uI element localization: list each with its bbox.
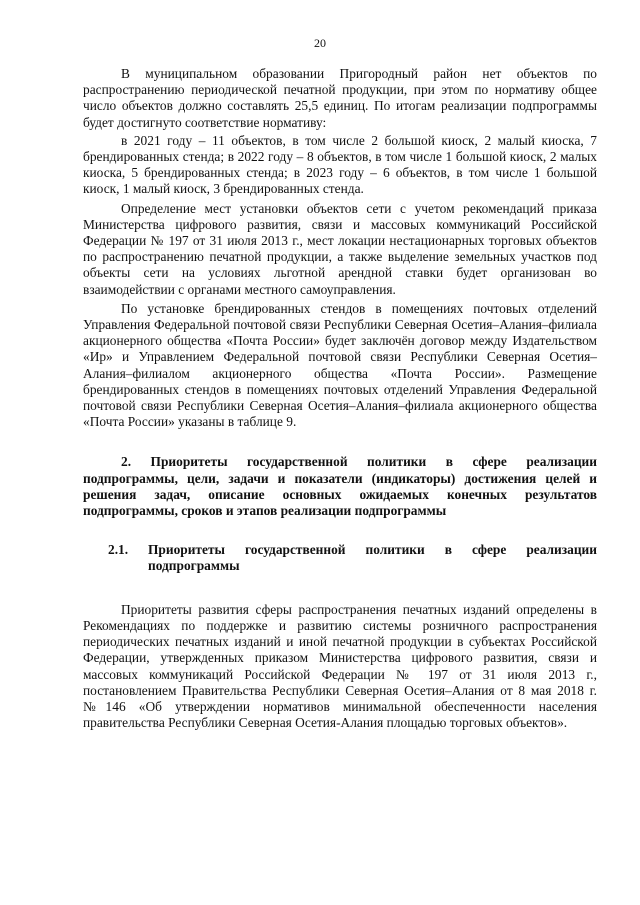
section-2-1-heading (83, 542, 597, 574)
section-2-1-number: 2.1. (108, 542, 129, 558)
page-number: 20 (314, 36, 326, 50)
document-body (83, 66, 597, 731)
paragraph-norm: В муниципальном образовании Пригородный район нет объектов по распространению периодической печатной продукции, при этом по нормативу общее число объектов должно составлять 25,5 единиц. По итогам реализации подпрограммы будет достигнуто соответствие нормативу: (83, 66, 597, 130)
paragraph-yearly-objects: в 2021 году – 11 объектов, в том числе 2 большой киоск, 2 малый киоска, 7 брендированных стенда; в 2022 году – 8 объектов, в том числе 1 большой киоск, 2 малых киоска, 5 брендированных стенда; в 2023 году – 6 объектов, в том числе 1 большой киоск, 1 малый киоск, 3 брендированных стенда. (83, 132, 597, 197)
section-2-heading: 2. Приоритеты государственной политики в сфере реализации подпрограммы, цели, задачи и показатели (индикаторы) достижения целей и решения задач, описание основных ожидаемых конечных результатов подпрограммы, сроков и этапов реализации подпрограммы (83, 454, 597, 519)
section-2-1-title: Приоритеты государственной политики в сфере реализации подпрограммы (148, 542, 597, 574)
paragraph-placement: Определение мест установки объектов сети с учетом рекомендаций приказа Министерства цифрового развития, связи и массовых коммуникаций Российской Федерации № 197 от 31 июля 2013 г., мест локации нестационарных торговых объектов по распространению печатной продукции, а также выделение земельных участков под объекты сети на условиях льготной арендной ставки будет организован во взаимодействии с органами местного самоуправления. (83, 200, 597, 297)
paragraph-post-office: По установке брендированных стендов в помещениях почтовых отделений Управления Федеральной почтовой связи Республики Северная Осетия–Алания–филиала акционерного общества «Почта России» будет заключён договор между Издательством «Ир» и Управлением Федеральной почтовой связи Республики Северная Осетия–Алания–филиалом акционерного общества «Почта России». Размещение брендированных стендов в помещениях почтовых отделений Управления Федеральной почтовой связи Республики Северная Осетия–Алания–филиала акционерного общества «Почта России» указаны в таблице 9. (83, 300, 597, 430)
paragraph-priorities: Приоритеты развития сферы распространения печатных изданий определены в Рекомендациях по поддержке и развитию системы розничного распространения периодических печатных изданий и иной печатной продукции в субъектах Российской Федерации, утвержденных приказом Министерства цифрового развития, связи и массовых коммуникаций Российской Федерации № 197 от 31 июля 2013 г., постановлением Правительства Республики Северная Осетия–Алания от 8 мая 2018 г. №146 «Об утверждении нормативов минимальной обеспеченности населения правительства Республики Северная Осетия-Алания площадью торговых объектов». (83, 601, 597, 731)
